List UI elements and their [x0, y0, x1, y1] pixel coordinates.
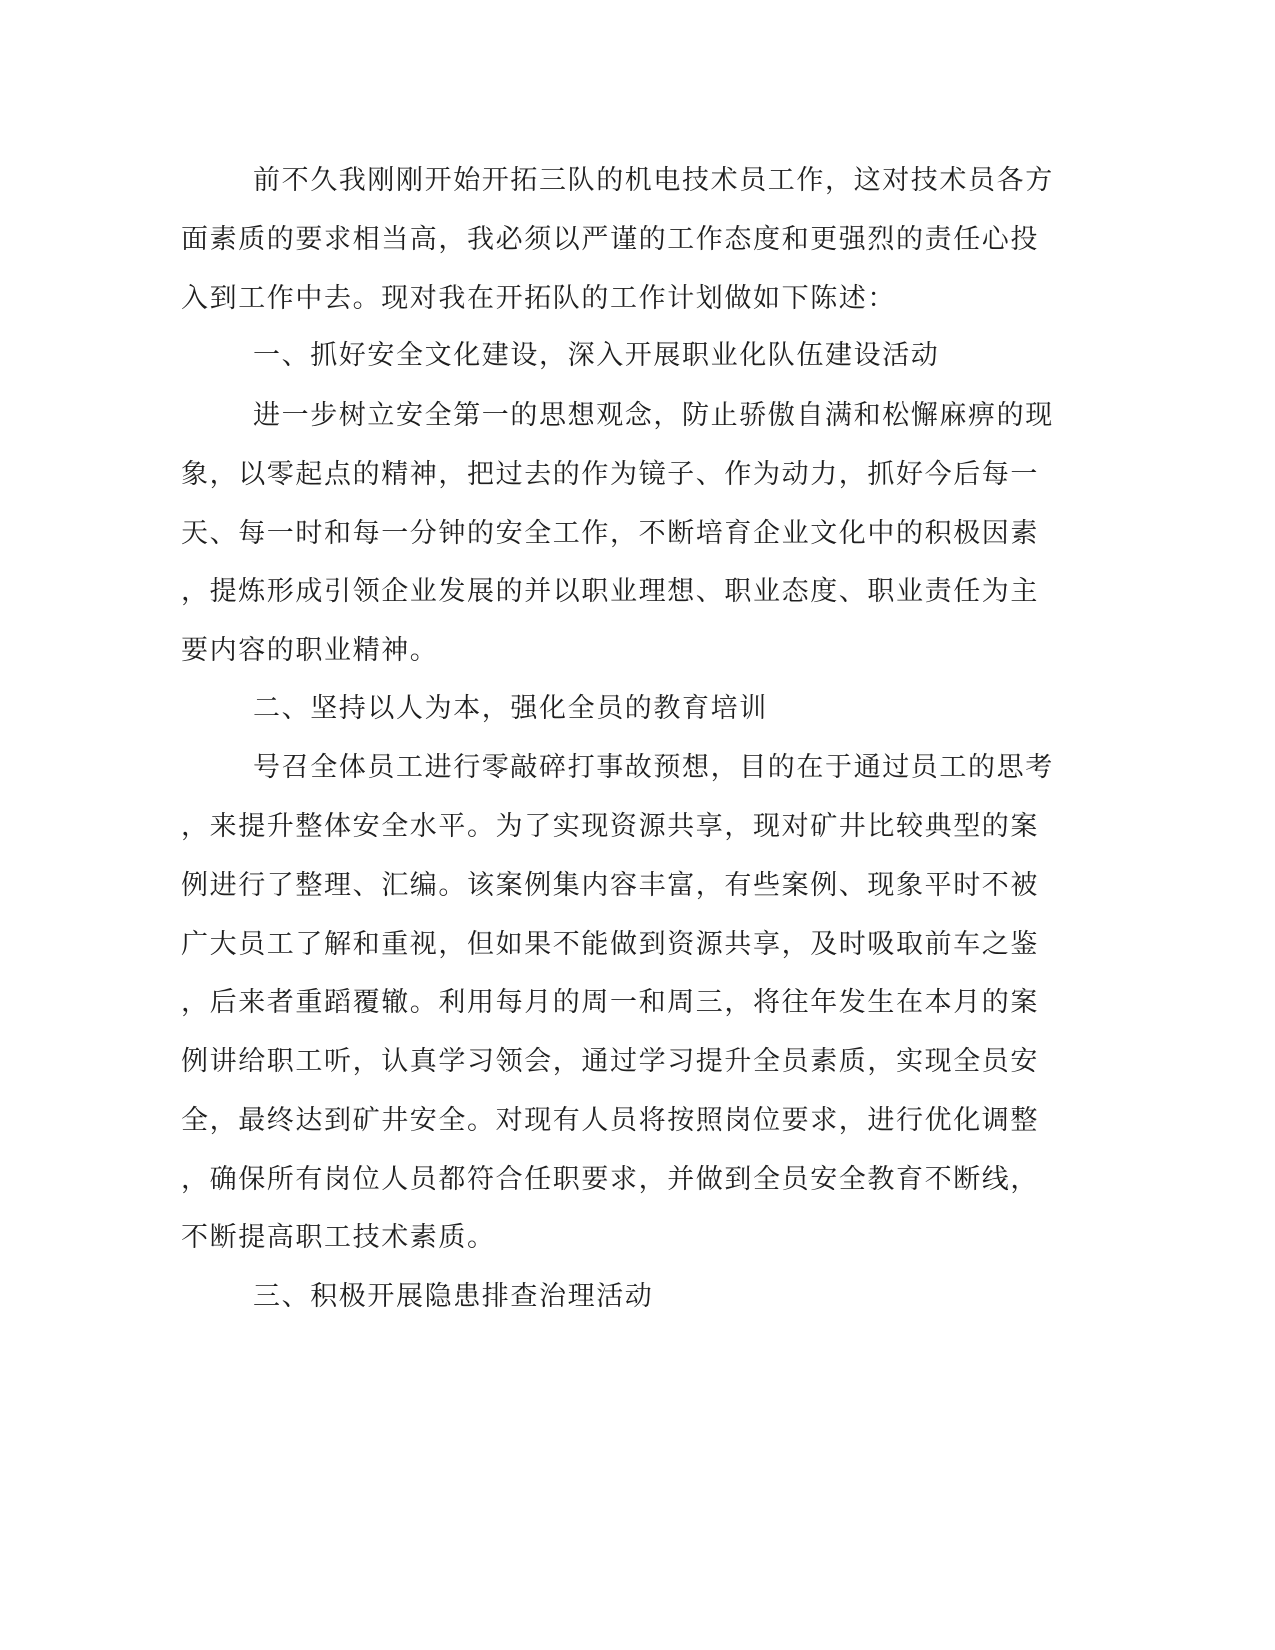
section-heading: 一、抓好安全文化建设，深入开展职业化队伍建设活动: [253, 340, 940, 371]
paragraph-line: 不断提高职工技术素质。: [181, 1222, 496, 1253]
section-heading: 三、积极开展隐患排查治理活动: [253, 1281, 654, 1312]
paragraph-line: ，确保所有岗位人员都符合任职要求，并做到全员安全教育不断线，: [181, 1164, 1039, 1195]
paragraph-line: 入到工作中去。现对我在开拓队的工作计划做如下陈述：: [181, 283, 896, 314]
paragraph-line: ，提炼形成引领企业发展的并以职业理想、职业态度、职业责任为主: [181, 576, 1039, 607]
paragraph-line: ，来提升整体安全水平。为了实现资源共享，现对矿井比较典型的案: [181, 811, 1039, 842]
paragraph-line: 面素质的要求相当高，我必须以严谨的工作态度和更强烈的责任心投: [181, 224, 1039, 255]
paragraph-line: 例讲给职工听，认真学习领会，通过学习提升全员素质，实现全员安: [181, 1046, 1039, 1077]
paragraph-line: 前不久我刚刚开始开拓三队的机电技术员工作，这对技术员各方: [253, 165, 1054, 196]
paragraph-line: ，后来者重蹈覆辙。利用每月的周一和周三，将往年发生在本月的案: [181, 987, 1039, 1018]
paragraph-line: 例进行了整理、汇编。该案例集内容丰富，有些案例、现象平时不被: [181, 870, 1039, 901]
paragraph-line: 进一步树立安全第一的思想观念，防止骄傲自满和松懈麻痹的现: [253, 400, 1054, 431]
section-heading: 二、坚持以人为本，强化全员的教育培训: [253, 693, 768, 724]
paragraph-line: 广大员工了解和重视，但如果不能做到资源共享，及时吸取前车之鉴: [181, 929, 1039, 960]
paragraph-line: 要内容的职业精神。: [181, 635, 439, 666]
paragraph-line: 象，以零起点的精神，把过去的作为镜子、作为动力，抓好今后每一: [181, 459, 1039, 490]
paragraph-line: 天、每一时和每一分钟的安全工作，不断培育企业文化中的积极因素: [181, 518, 1039, 549]
paragraph-line: 号召全体员工进行零敲碎打事故预想，目的在于通过员工的思考: [253, 752, 1054, 783]
paragraph-line: 全，最终达到矿井安全。对现有人员将按照岗位要求，进行优化调整: [181, 1105, 1039, 1136]
